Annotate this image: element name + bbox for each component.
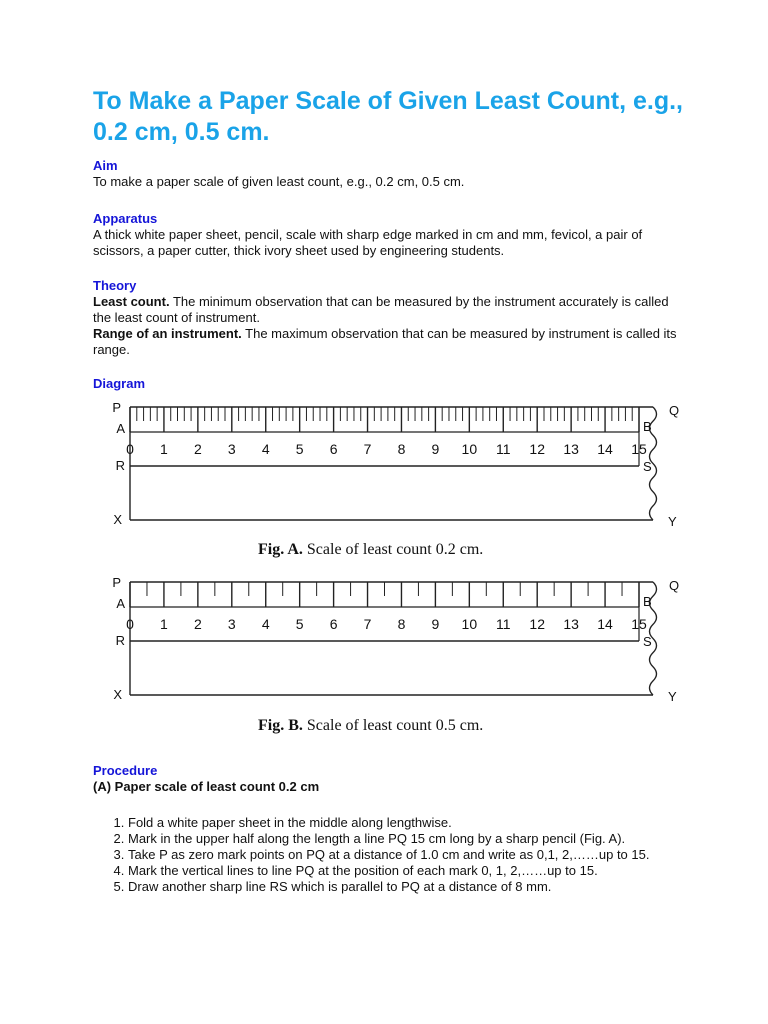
figure-a-drawing xyxy=(93,396,693,531)
scale-number-12: 12 xyxy=(529,441,545,457)
scale-number-3: 3 xyxy=(227,441,236,457)
point-label-Y: Y xyxy=(668,689,677,704)
apparatus-heading: Apparatus xyxy=(93,211,158,226)
point-label-A: A xyxy=(116,421,125,436)
scale-number-15: 15 xyxy=(631,441,647,457)
point-label-S: S xyxy=(643,634,652,649)
point-label-Y: Y xyxy=(668,514,677,529)
figure-a-caption xyxy=(258,541,483,559)
theory-heading: Theory xyxy=(93,278,137,293)
figure-b-caption-label: Fig. B. xyxy=(258,717,303,734)
scale-number-13: 13 xyxy=(563,441,579,457)
figure-a xyxy=(93,396,693,531)
scale-number-0: 0 xyxy=(126,616,134,632)
scale-number-6: 6 xyxy=(329,616,338,632)
point-label-R: R xyxy=(115,458,125,473)
scale-number-10: 10 xyxy=(461,441,478,457)
least-count-definition xyxy=(93,294,683,326)
scale-number-7: 7 xyxy=(363,616,372,632)
scale-number-4: 4 xyxy=(261,616,270,632)
scale-number-9: 9 xyxy=(431,616,440,632)
scale-number-14: 14 xyxy=(597,616,613,632)
range-definition xyxy=(93,326,683,358)
scale-number-8: 8 xyxy=(397,616,406,632)
figure-a-caption-text: Scale of least count 0.2 cm. xyxy=(302,541,484,558)
scale-number-15: 15 xyxy=(631,616,647,632)
aim-heading: Aim xyxy=(93,158,118,173)
scale-number-14: 14 xyxy=(597,441,613,457)
point-label-Q: Q xyxy=(669,578,680,593)
page-title: To Make a Paper Scale of Given Least Count, e.g., 0.2 cm, 0.5 cm. xyxy=(93,87,683,146)
scale-number-11: 11 xyxy=(495,616,511,632)
scale-number-6: 6 xyxy=(329,441,338,457)
scale-number-1: 1 xyxy=(160,616,168,632)
range-text: The maximum observation that can be measured by instrument is called its range. xyxy=(93,326,677,357)
apparatus-text: A thick white paper sheet, pencil, scale with sharp edge marked in cm and mm, fevicol, a pair of scissors, a paper cutter, thick ivory sheet used by engineering students. xyxy=(93,227,643,258)
procedure-steps xyxy=(93,815,693,895)
scale-number-10: 10 xyxy=(461,616,478,632)
point-label-P: P xyxy=(112,575,121,590)
procedure-step: 1. Fold a white paper sheet in the middle along lengthwise. xyxy=(128,815,693,831)
point-label-P: P xyxy=(112,400,121,415)
point-label-B: B xyxy=(643,419,652,434)
scale-number-5: 5 xyxy=(295,616,304,632)
figure-a-caption-label: Fig. A. xyxy=(258,541,303,558)
scale-number-7: 7 xyxy=(363,441,372,457)
procedure-heading: Procedure xyxy=(93,763,158,778)
point-label-X: X xyxy=(113,512,122,527)
scale-number-8: 8 xyxy=(397,441,406,457)
least-count-text: The minimum observation that can be measured by the instrument accurately is called the least count of instrument. xyxy=(93,294,669,325)
procedure-step: 5. Draw another sharp line RS which is parallel to PQ at a distance of 8 mm. xyxy=(128,879,693,895)
point-label-R: R xyxy=(115,633,125,648)
scale-number-0: 0 xyxy=(126,441,134,457)
point-label-B: B xyxy=(643,594,652,609)
figure-b-caption xyxy=(258,717,483,735)
procedure-step: 3. Take P as zero mark points on PQ at a distance of 1.0 cm and write as 0,1, 2,……up to 15. xyxy=(128,847,693,863)
point-label-Q: Q xyxy=(669,403,680,418)
least-count-term: Least count. xyxy=(93,294,170,309)
figure-b-drawing xyxy=(93,571,693,706)
point-label-X: X xyxy=(113,687,122,702)
figure-b-caption-text: Scale of least count 0.5 cm. xyxy=(302,717,484,734)
diagram-heading: Diagram xyxy=(93,376,146,391)
scale-number-1: 1 xyxy=(160,441,168,457)
scale-number-2: 2 xyxy=(193,616,202,632)
point-label-A: A xyxy=(116,596,125,611)
scale-number-13: 13 xyxy=(563,616,579,632)
scale-number-3: 3 xyxy=(227,616,236,632)
scale-number-11: 11 xyxy=(495,441,511,457)
procedure-subheading: (A) Paper scale of least count 0.2 cm xyxy=(93,779,320,794)
scale-number-4: 4 xyxy=(261,441,270,457)
scale-number-5: 5 xyxy=(295,441,304,457)
aim-text: To make a paper scale of given least count, e.g., 0.2 cm, 0.5 cm. xyxy=(93,174,465,189)
scale-number-2: 2 xyxy=(193,441,202,457)
range-term: Range of an instrument. xyxy=(93,326,242,341)
scale-number-9: 9 xyxy=(431,441,440,457)
procedure-step: 4. Mark the vertical lines to line PQ at the position of each mark 0, 1, 2,……up to 15. xyxy=(128,863,693,879)
scale-number-12: 12 xyxy=(529,616,545,632)
point-label-S: S xyxy=(643,459,652,474)
figure-b xyxy=(93,571,693,706)
procedure-step: 2. Mark in the upper half along the length a line PQ 15 cm long by a sharp pencil (Fig. A). xyxy=(128,831,693,847)
